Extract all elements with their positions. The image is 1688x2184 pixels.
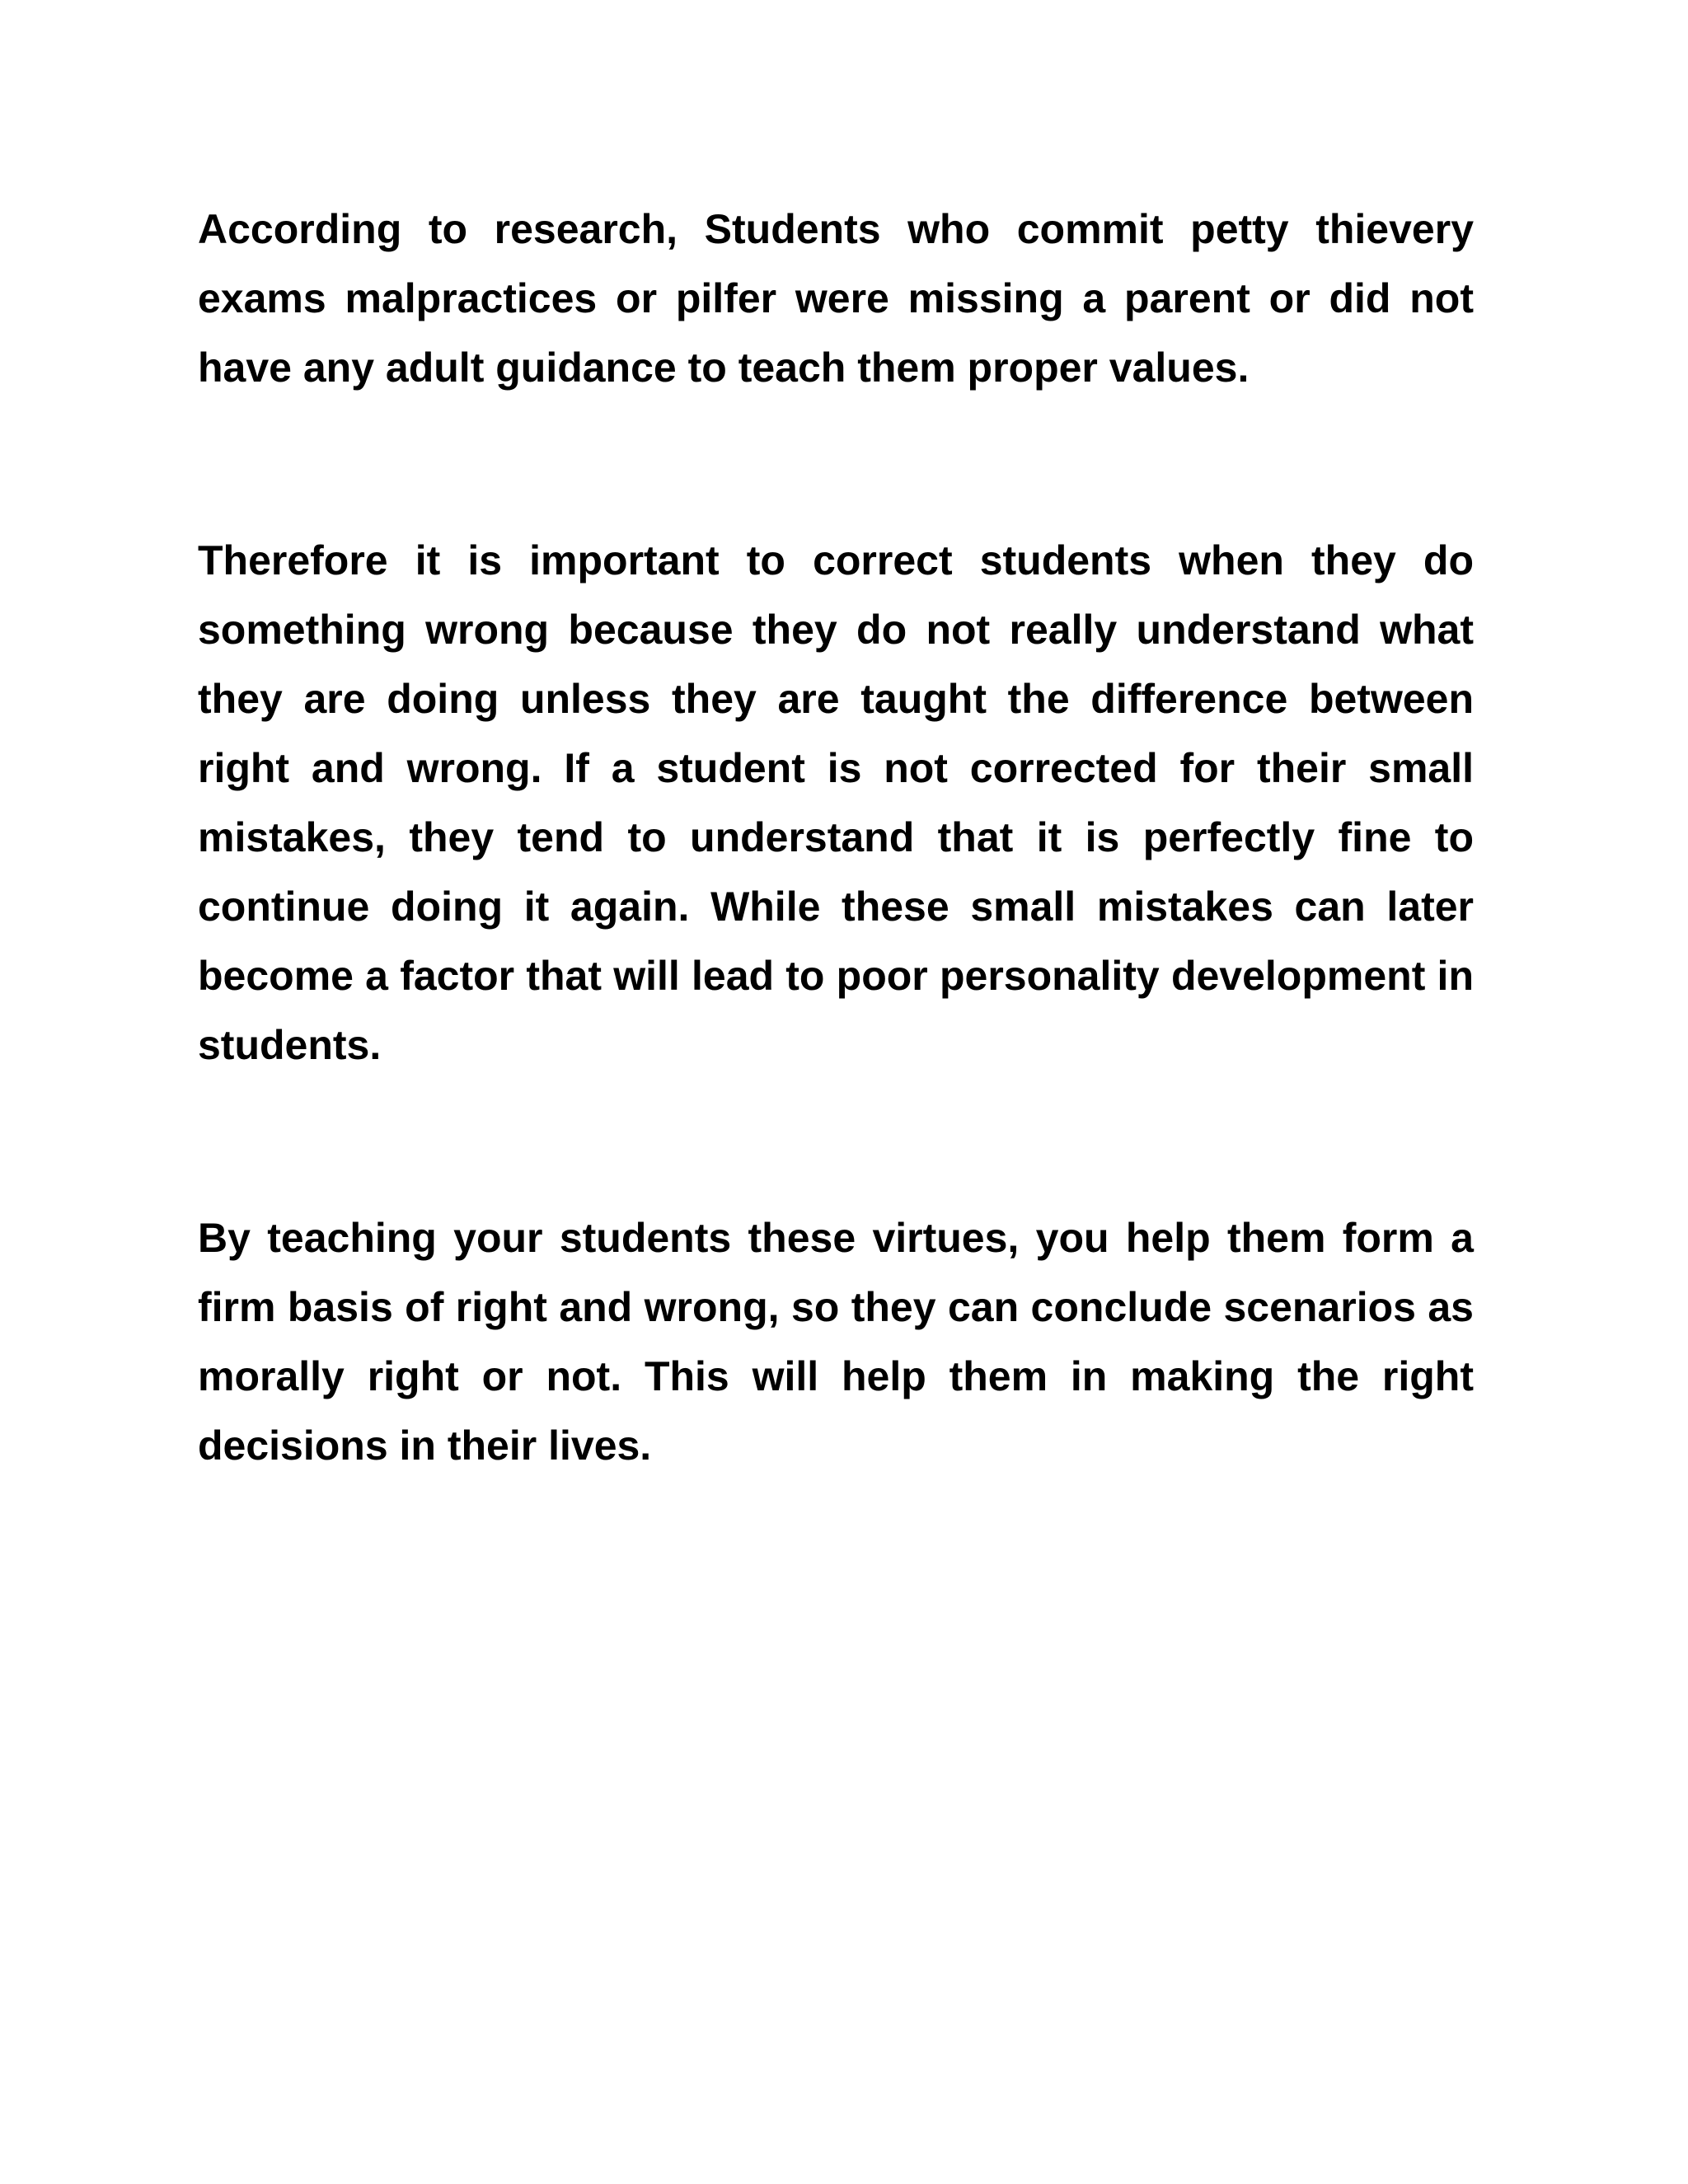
paragraph-research: According to research, Students who commit petty thievery exams malpractices or pilfer were missing a parent or did not have any adult guidance to teach them proper values.: [198, 206, 1474, 391]
paragraph-virtues: By teaching your students these virtues, you help them form a firm basis of right and wrong, so they can conclude scenarios as morally right or not. This will help them in making the right decisions in their lives.: [198, 1215, 1474, 1469]
paragraph-correction: Therefore it is important to correct students when they do something wrong because they do not really understand what they are doing unless they are taught the difference between right and wrong. If a student is not corrected for their small mistakes, they tend to understand that it is perfectly fine to continue doing it again. While these small mistakes can later become a factor that will lead to poor personality development in students.: [198, 537, 1474, 1068]
